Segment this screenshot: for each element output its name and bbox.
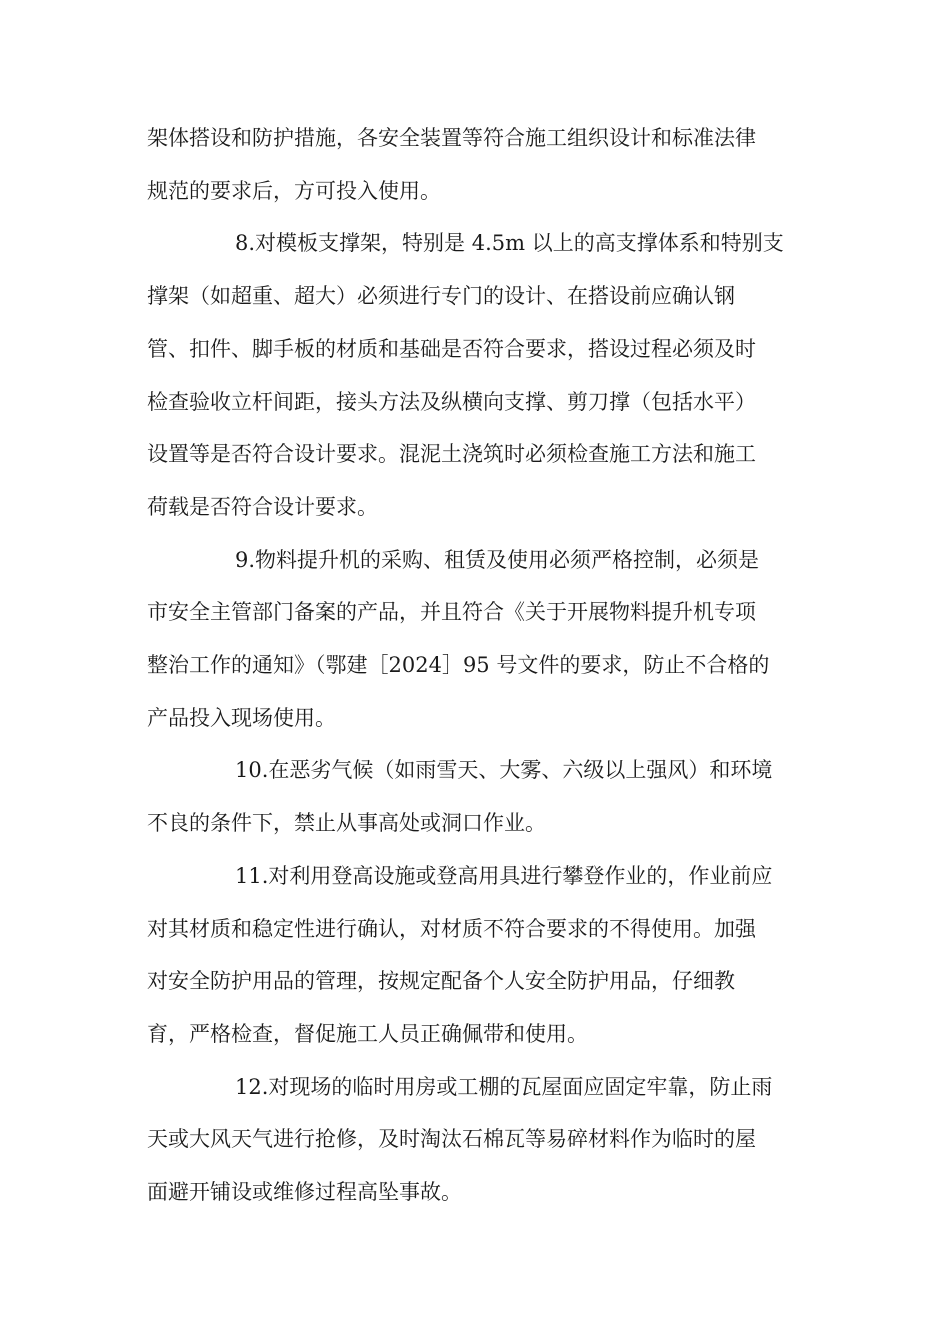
text-line: 面避开铺设或维修过程高坠事故。 <box>147 1180 462 1205</box>
text-line: 9.物料提升机的采购、租赁及使用必须严格控制，必须是 <box>235 547 760 572</box>
paragraph-item-9 <box>147 534 807 745</box>
text-line: 撑架（如超重、超大）必须进行专门的设计、在搭设前应确认钢 <box>147 284 735 309</box>
text-line: 8.对模板支撑架，特别是 4.5m 以上的高支撑体系和特别支 <box>235 231 784 256</box>
text-line: 设置等是否符合设计要求。混泥土浇筑时必须检查施工方法和施工 <box>147 442 756 467</box>
text-line: 不良的条件下，禁止从事高处或洞口作业。 <box>147 811 546 836</box>
paragraph-continued <box>147 112 807 217</box>
text-line: 产品投入现场使用。 <box>147 705 336 730</box>
text-line: 荷载是否符合设计要求。 <box>147 494 378 519</box>
text-line: 11.对利用登高设施或登高用具进行攀登作业的，作业前应 <box>235 863 773 888</box>
text-line: 天或大风天气进行抢修，及时淘汰石棉瓦等易碎材料作为临时的屋 <box>147 1127 756 1152</box>
text-line: 育，严格检查，督促施工人员正确佩带和使用。 <box>147 1021 588 1046</box>
text-line: 架体搭设和防护措施，各安全装置等符合施工组织设计和标准法律 <box>147 126 756 150</box>
text-line: 12.对现场的临时用房或工棚的瓦屋面应固定牢靠，防止雨 <box>235 1074 773 1099</box>
text-line: 市安全主管部门备案的产品，并且符合《关于开展物料提升机专项 <box>147 600 756 625</box>
document-body <box>147 112 807 1219</box>
text-line: 整治工作的通知》（鄂建［2024］95 号文件的要求，防止不合格的 <box>147 653 770 678</box>
paragraph-item-12 <box>147 1061 807 1219</box>
paragraph-item-10 <box>147 744 807 849</box>
paragraph-item-11 <box>147 850 807 1061</box>
text-line: 管、扣件、脚手板的材质和基础是否符合要求，搭设过程必须及时 <box>147 336 756 361</box>
paragraph-item-8 <box>147 217 807 533</box>
text-line: 对安全防护用品的管理，按规定配备个人安全防护用品，仔细教 <box>147 969 735 994</box>
text-line: 规范的要求后，方可投入使用。 <box>147 178 441 203</box>
text-line: 检查验收立杆间距，接头方法及纵横向支撑、剪刀撑（包括水平） <box>147 389 756 414</box>
text-line: 对其材质和稳定性进行确认，对材质不符合要求的不得使用。加强 <box>147 916 756 941</box>
text-line: 10.在恶劣气候（如雨雪天、大雾、六级以上强风）和环境 <box>235 758 773 783</box>
